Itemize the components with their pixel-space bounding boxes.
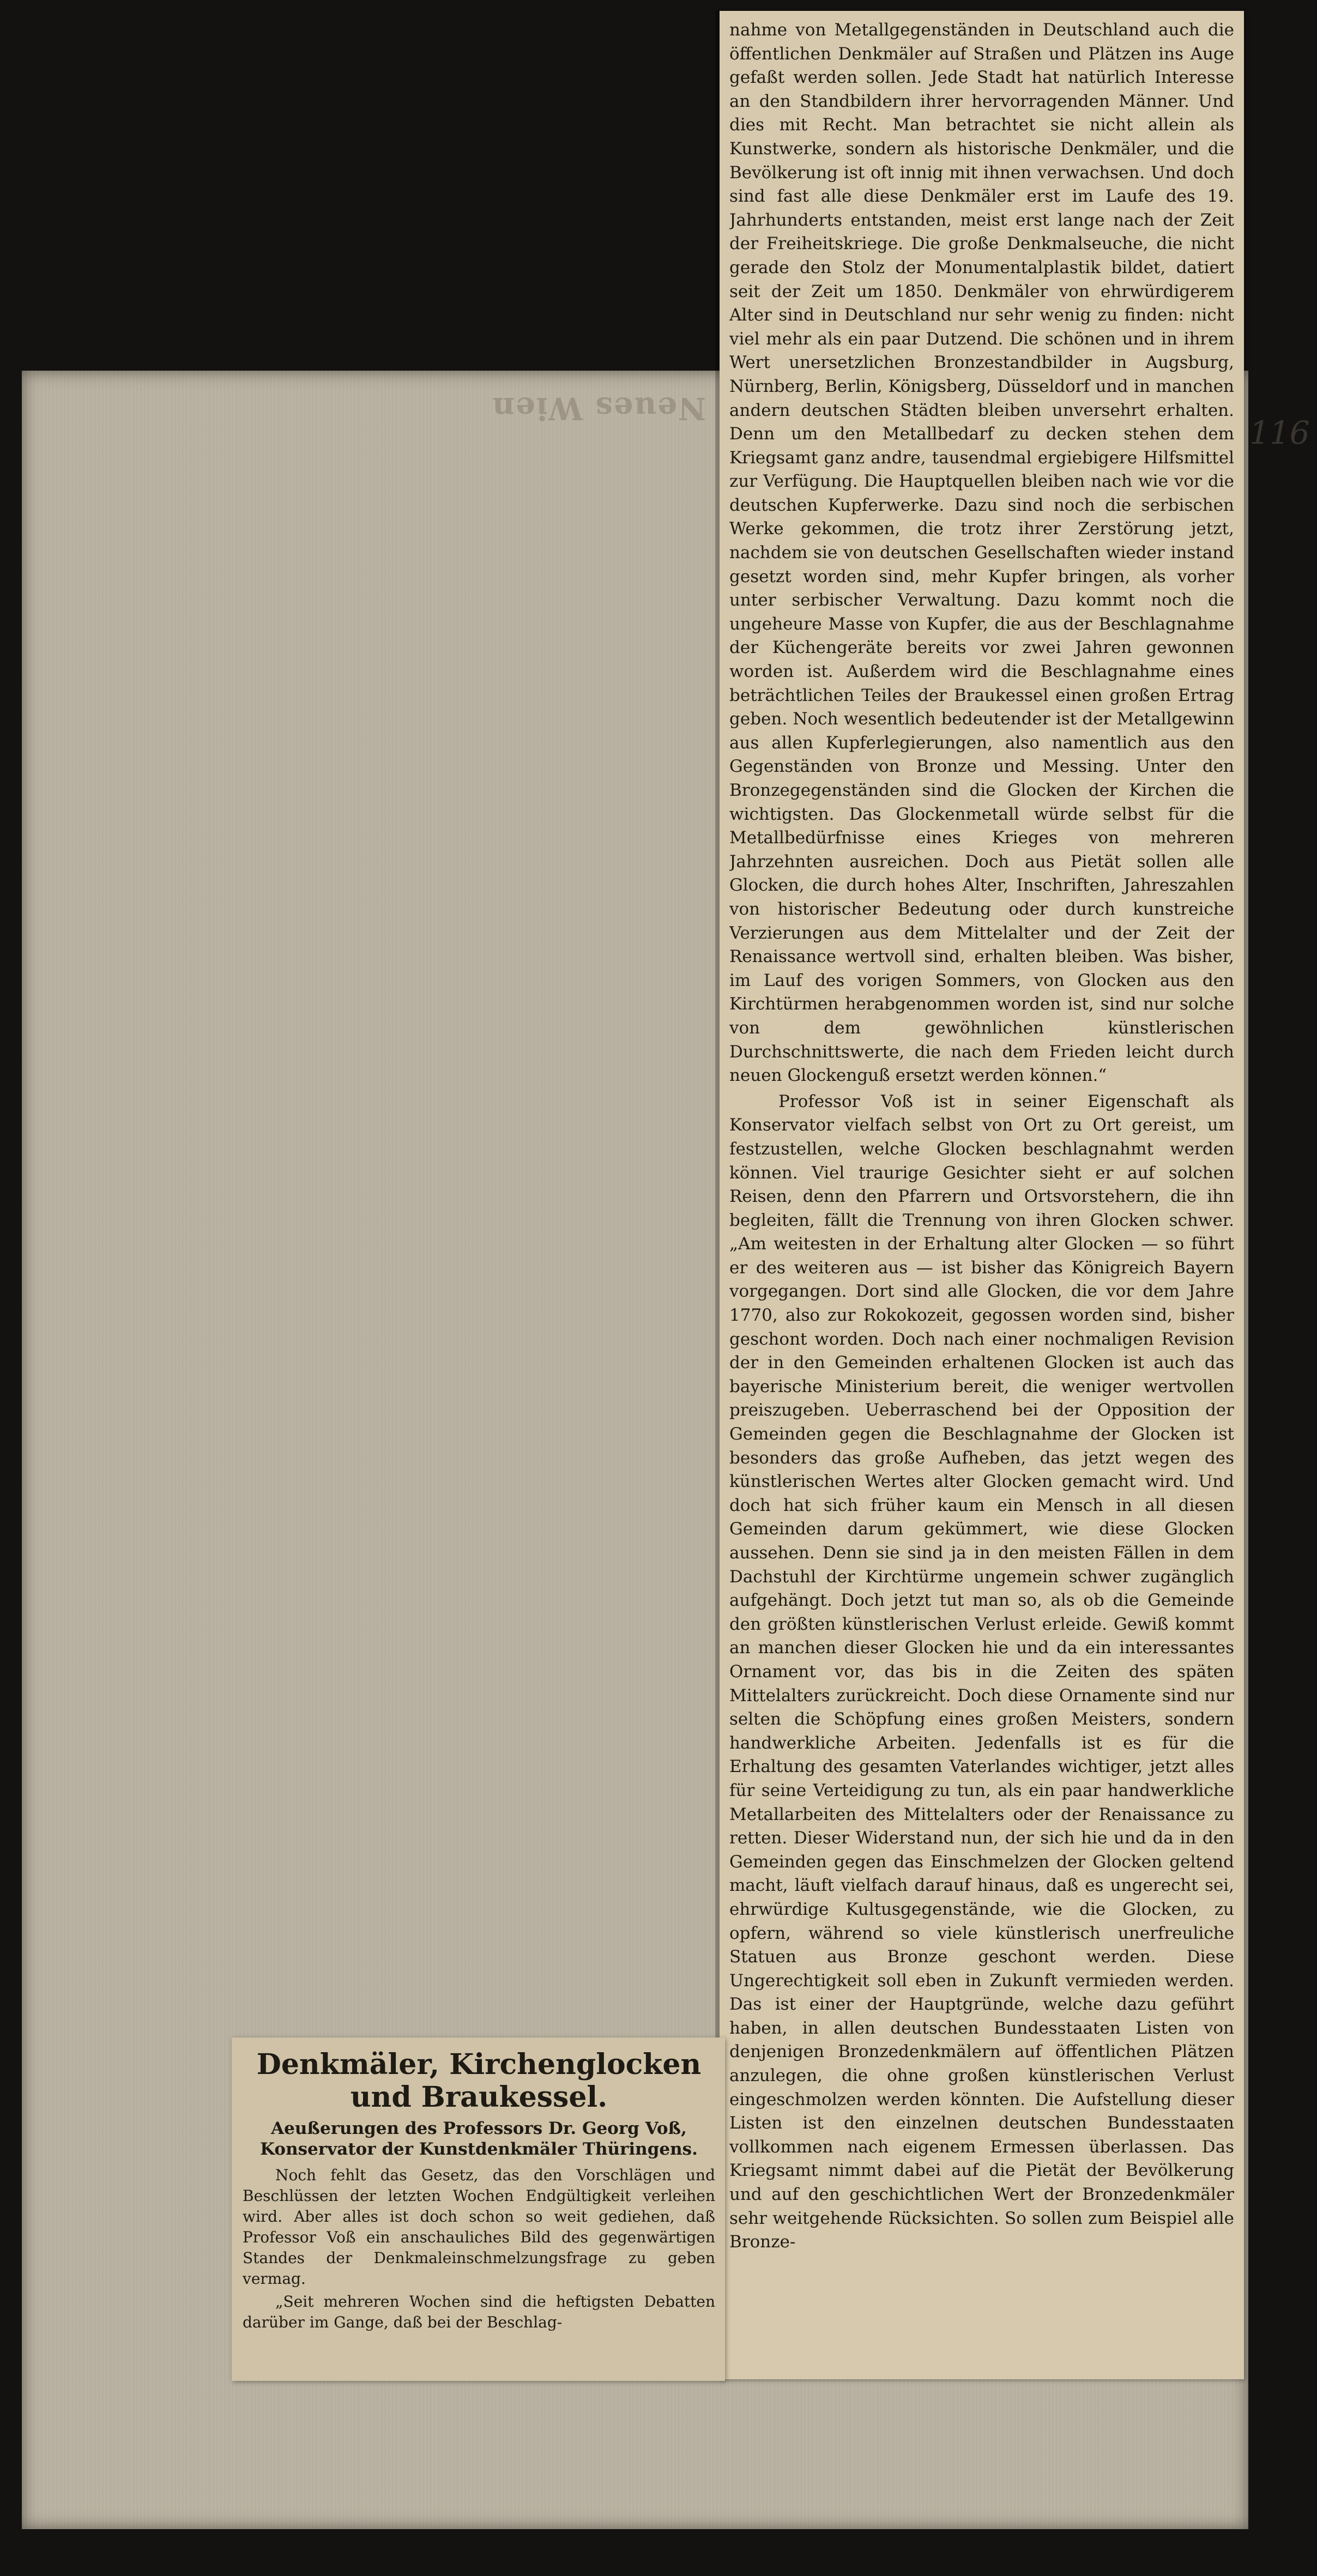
article-header xyxy=(243,2048,715,2375)
clipping-shadow xyxy=(715,11,720,2039)
ink-stamp: Neues Wien xyxy=(491,390,706,426)
newspaper-clipping-column xyxy=(720,11,1244,2379)
article-subhead: Aeußerungen des Professors Dr. Georg Voß, Konservator der Kunstdenkmäler Thüringens. xyxy=(260,2119,698,2159)
article-lead: Noch fehlt das Gesetz, das den Vorschlägen und Beschlüssen der letzten Wochen Endgültigkeit verleihen wird. Aber alles ist doch schon so weit gediehen, daß Professor Voß ein anschauliches Bild des gegenwärtigen Standes der Denkmaleinschmelzungsfrage zu geben vermag. xyxy=(243,2166,715,2288)
article-paragraph: Professor Voß ist in seiner Eigenschaft als Konservator vielfach selbst von Ort zu Ort gereist, um festzustellen, welche Glocken beschlagnahmt werden können. Viel traurige Gesichter sieht er auf solchen Reisen, denn den Pfarrern und Ortsvorstehern, die ihn begleiten, fällt die Trennung von ihren Glocken schwer. „Am weitesten in der Erhaltung alter Glocken — so führt er des weiteren aus — ist bisher das Königreich Bayern vorgegangen. Dort sind alle Glocken, die vor dem Jahre 1770, also zur Rokokozeit, gegossen worden sind, bisher geschont worden. Doch nach einer nochmaligen Revision der in den Gemeinden erhaltenen Glocken ist auch das bayerische Ministerium bereit, die weniger wertvollen preiszugeben. Ueberraschend bei der Opposition der Gemeinden gegen die Beschlagnahme der Glocken ist besonders das große Aufheben, das jetzt wegen des künstlerischen Wertes alter Glocken gemacht wird. Und doch hat sich früher kaum ein Mensch in all diesen Gemeinden darum gekümmert, wie diese Glocken aussehen. Denn sie sind ja in den meisten Fällen in dem Dachstuhl der Kirchtürme ungemein schwer zugänglich aufgehängt. Doch jetzt tut man so, als ob die Gemeinde den größten künstlerischen Verlust erleide. Gewiß kommt an manchen dieser Glocken hie und da ein interessantes Ornament vor, das bis in die Zeiten des späten Mittelalters zurückreicht. Doch diese Ornamente sind nur selten die Schöpfung eines großen Meisters, sondern handwerkliche Arbeiten. Jedenfalls ist es für die Erhaltung des gesamten Vaterlandes wichtiger, jetzt alles für seine Verteidigung zu tun, als ein paar handwerkliche Metallarbeiten des Mittelalters oder der Renaissance zu retten. Dieser Widerstand nun, der sich hie und da in den Gemeinden gegen das Einschmelzen der Glocken geltend macht, läuft vielfach darauf hinaus, daß es ungerecht sei, ehrwürdige Kultusgegenstände, wie die Glocken, zu opfern, während so viele künstlerisch unerfreuliche Statuen aus Bronze geschont werden. Diese Ungerechtigkeit soll eben in Zukunft vermieden werden. Das ist einer der Hauptgründe, welche dazu geführt haben, in allen deutschen Bundesstaaten Listen von denjenigen Bronzedenkmälern auf öffentlichen Plätzen anzulegen, die ohne großen künstlerischen Verlust eingeschmolzen werden könnten. Die Aufstellung dieser Listen ist den einzelnen deutschen Bundesstaaten vollkommen nach eigenem Ermessen überlassen. Das Kriegsamt nimmt dabei auf die Pietät der Bevölkerung und auf den geschichtlichen Wert der Bronzedenkmäler sehr weitgehende Rücksichten. So sollen zum Beispiel alle Bronze- xyxy=(729,1091,1234,2252)
article-lead-quote: „Seit mehreren Wochen sind die heftigsten Debatten darüber im Gange, daß bei der Beschlag- xyxy=(243,2293,715,2331)
article-title: Denkmäler, Kirchenglocken und Braukessel. xyxy=(256,2048,702,2114)
article-paragraph: nahme von Metallgegenständen in Deutschland auch die öffentlichen Denkmäler auf Straßen und Plätzen ins Auge gefaßt werden sollen. Jede Stadt hat natürlich Interesse an den Standbildern ihrer hervorragenden Männer. Und dies mit Recht. Man betrachtet sie nicht allein als Kunstwerke, sondern als historische Denkmäler, und die Bevölkerung ist oft innig mit ihnen verwachsen. Und doch sind fast alle diese Denkmäler erst im Laufe des 19. Jahrhunderts entstanden, meist erst lange nach der Zeit der Freiheitskriege. Die große Denkmalseuche, die nicht gerade den Stolz der Monumentalplastik bildet, datiert seit der Zeit um 1850. Denkmäler von ehrwürdigerem Alter sind in Deutschland nur sehr wenig zu finden: nicht viel mehr als ein paar Dutzend. Die schönen und in ihrem Wert unersetzlichen Bronzestandbilder in Augsburg, Nürnberg, Berlin, Königsberg, Düsseldorf und in manchen andern deutschen Städten bleiben unversehrt erhalten. Denn um den Metallbedarf zu decken stehen dem Kriegsamt ganz andre, tausendmal ergiebigere Hilfsmittel zur Verfügung. Die Hauptquellen bleiben nach wie vor die deutschen Kupferwerke. Dazu sind noch die serbischen Werke gekommen, die trotz ihrer Zerstörung jetzt, nachdem sie von deutschen Gesellschaften wieder instand gesetzt worden sind, mehr Kupfer bringen, als vorher unter serbischer Verwaltung. Dazu kommt noch die ungeheure Masse von Kupfer, die aus der Beschlagnahme der Küchengeräte bereits vor zwei Jahren gewonnen worden ist. Außerdem wird die Beschlagnahme eines beträchtlichen Teiles der Braukessel einen großen Ertrag geben. Noch wesentlich bedeutender ist der Metallgewinn aus allen Kupferlegierungen, also namentlich aus den Gegenständen von Bronze und Messing. Unter den Bronzegegenständen sind die Glocken der Kirchen die wichtigsten. Das Glockenmetall würde selbst für die Metallbedürfnisse eines Krieges von mehreren Jahrzehnten ausreichen. Doch aus Pietät sollen alle Glocken, die durch hohes Alter, Inschriften, Jahreszahlen von historischer Bedeutung oder durch kunstreiche Verzierungen aus dem Mittelalter und der Zeit der Renaissance wertvoll sind, erhalten bleiben. Was bisher, im Lauf des vorigen Sommers, von Glocken aus den Kirchtürmen herabgenommen worden ist, sind nur solche von dem gewöhnlichen künstlerischen Durchschnittswerte, die nach dem Frieden leicht durch neuen Glockenguß ersetzt werden können.“ xyxy=(729,20,1234,1086)
pencil-page-number: 116 xyxy=(1249,414,1310,451)
article-body-column xyxy=(729,19,1234,2372)
newspaper-clipping-header xyxy=(232,2037,725,2381)
